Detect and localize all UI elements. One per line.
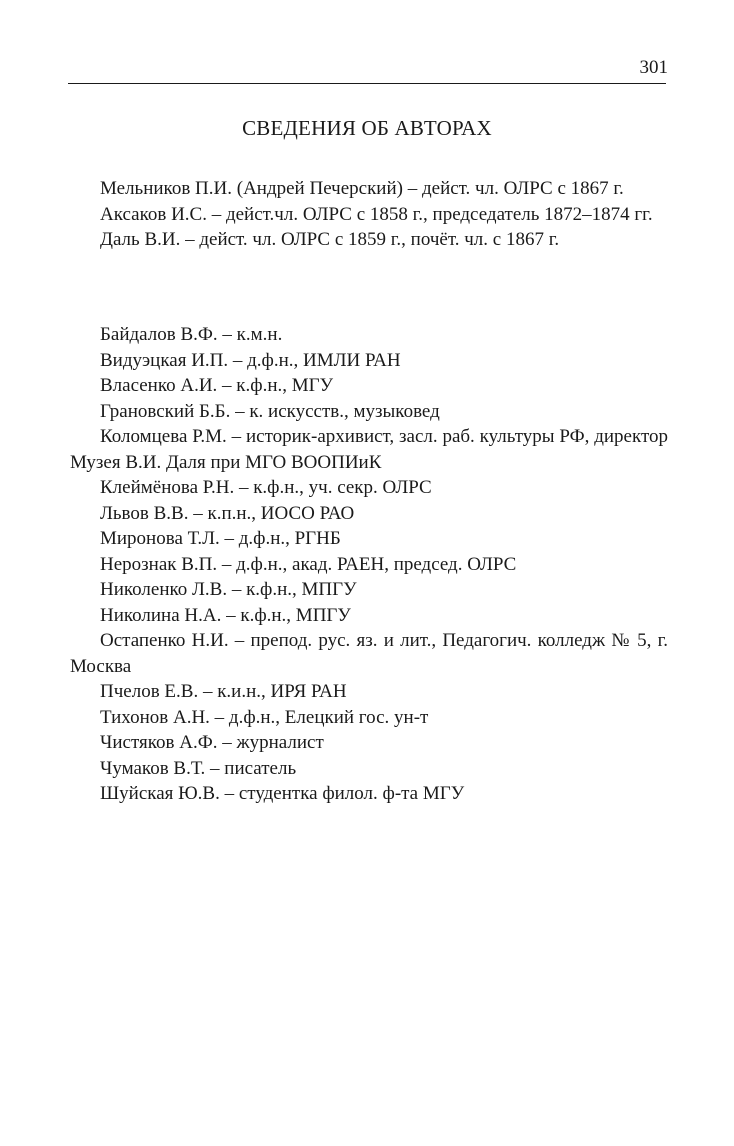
author-entry: Байдалов В.Ф. – к.м.н. [100,324,283,345]
page-number: 301 [639,57,668,78]
author-entry: Видуэцкая И.П. – д.ф.н., ИМЛИ РАН [100,349,401,371]
author-entry: Клеймёнова Р.Н. – к.ф.н., уч. секр. ОЛРС [100,477,432,498]
author-entry: Нерознак В.П. – д.ф.н., акад. РАЕН, председ. ОЛРС [100,553,517,575]
author-entry: Коломцева Р.М. – историк-архивист, засл. раб. культуры РФ, директор Музея В.И. Даля при МГО ВООПИиК [70,426,668,473]
author-entry: Власенко А.И. – к.ф.н., МГУ [100,375,334,396]
member-entry: Мельников П.И. (Андрей Печерский) – дейст. чл. ОЛРС с 1867 г. [100,178,624,199]
authors-list [70,322,668,807]
member-entry: Даль В.И. – дейст. чл. ОЛРС с 1859 г., почёт. чл. с 1867 г. [100,229,560,250]
page-title: СВЕДЕНИЯ ОБ АВТОРАХ [242,116,492,140]
author-entry: Николенко Л.В. – к.ф.н., МПГУ [100,579,357,600]
author-entry: Львов В.В. – к.п.н., ИОСО РАО [100,502,355,524]
author-entry: Тихонов А.Н. – д.ф.н., Елецкий гос. ун-т [100,706,429,728]
member-entry: Аксаков И.С. – дейст.чл. ОЛРС с 1858 г., председатель 1872–1874 гг. [100,203,653,225]
society-members-list [70,176,668,253]
author-entry: Шуйская Ю.В. – студентка филол. ф-та МГУ [100,783,465,804]
author-entry: Николина Н.А. – к.ф.н., МПГУ [100,604,351,626]
author-entry: Пчелов Е.В. – к.и.н., ИРЯ РАН [100,681,347,702]
author-entry: Грановский Б.Б. – к. искусств., музыковед [100,400,440,422]
author-entry: Чистяков А.Ф. – журналист [100,732,324,753]
header-rule [68,83,666,84]
author-entry: Остапенко Н.И. – препод. рус. яз. и лит., Педагогич. колледж № 5, г. Москва [70,630,668,677]
author-entry: Миронова Т.Л. – д.ф.н., РГНБ [100,528,341,549]
author-entry: Чумаков В.Т. – писатель [100,757,297,779]
